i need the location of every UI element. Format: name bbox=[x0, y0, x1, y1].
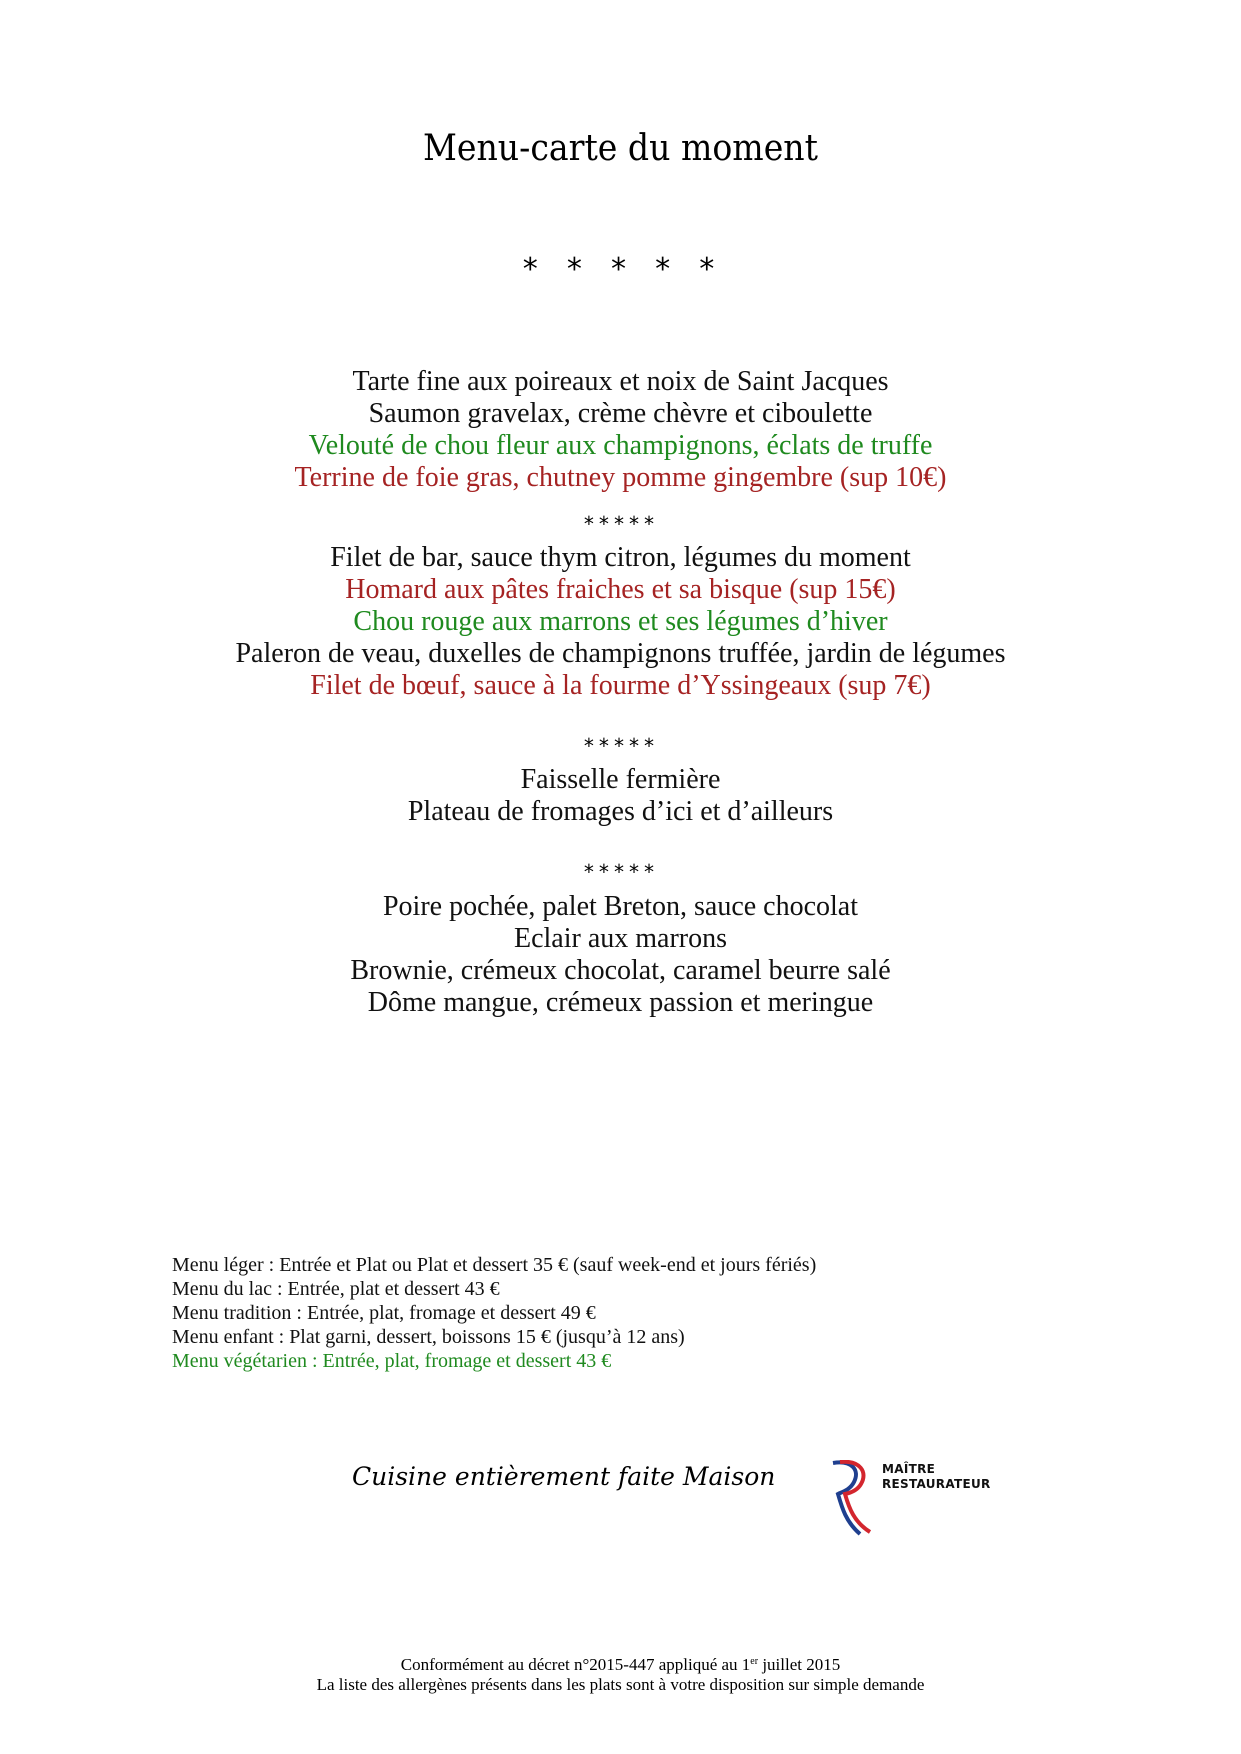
maitre-restaurateur-logo bbox=[830, 1460, 1010, 1540]
menu-item: Plateau de fromages d’ici et d’ailleurs bbox=[407, 796, 834, 827]
decree-sup: er bbox=[750, 1656, 759, 1667]
menu-item: Saumon gravelax, crème chèvre et ciboulette bbox=[368, 398, 873, 429]
separator-entrees-plats: ***** bbox=[582, 512, 659, 536]
formula-item: Menu enfant : Plat garni, dessert, boissons 15 € (jusqu’à 12 ans) bbox=[172, 1326, 685, 1348]
logo-text-maitre: MAÎTRE bbox=[882, 1462, 936, 1476]
legal-footer bbox=[0, 1652, 1241, 1695]
formula-item: Menu végétarien : Entrée, plat, fromage et dessert 43 € bbox=[172, 1350, 612, 1372]
menu-item: Dôme mangue, crémeux passion et meringue bbox=[367, 987, 874, 1018]
separator-plats-fromages: ***** bbox=[582, 734, 659, 758]
menu-item: Faisselle fermière bbox=[520, 764, 721, 795]
menu-item: Filet de bœuf, sauce à la fourme d’Yssingeaux (sup 7€) bbox=[310, 670, 931, 701]
maitre-restaurateur-r-logo-icon bbox=[830, 1460, 880, 1540]
formulas-list bbox=[172, 1253, 816, 1373]
menu-item: Chou rouge aux marrons et ses légumes d’hiver bbox=[353, 606, 888, 637]
separator-top: * * * * * bbox=[521, 252, 720, 287]
plats-section bbox=[0, 542, 1241, 702]
menu-item: Eclair aux marrons bbox=[513, 923, 728, 954]
fromages-section bbox=[0, 764, 1241, 828]
allergens-notice: La liste des allergènes présents dans les plats sont à votre disposition sur simple demande bbox=[316, 1675, 925, 1694]
desserts-section bbox=[0, 891, 1241, 1019]
menu-item: Velouté de chou fleur aux champignons, éclats de truffe bbox=[308, 430, 933, 461]
menu-item: Filet de bar, sauce thym citron, légumes du moment bbox=[330, 542, 911, 573]
decree-text: Conformément au décret n°2015-447 appliqué au 1 bbox=[400, 1655, 751, 1674]
formula-item: Menu léger : Entrée et Plat ou Plat et dessert 35 € (sauf week-end et jours fériés) bbox=[172, 1254, 817, 1276]
homemade-statement: Cuisine entièrement faite Maison bbox=[352, 1462, 776, 1491]
formula-item: Menu tradition : Entrée, plat, fromage et dessert 49 € bbox=[172, 1302, 596, 1324]
menu-item: Brownie, crémeux chocolat, caramel beurre salé bbox=[350, 955, 891, 986]
decree-date: juillet 2015 bbox=[758, 1655, 841, 1674]
logo-text-restaurateur: RESTAURATEUR bbox=[882, 1477, 991, 1491]
formula-item: Menu du lac : Entrée, plat et dessert 43 € bbox=[172, 1278, 500, 1300]
page-title: Menu-carte du moment bbox=[422, 128, 818, 169]
menu-item: Paleron de veau, duxelles de champignons truffée, jardin de légumes bbox=[235, 638, 1006, 669]
menu-item: Terrine de foie gras, chutney pomme gingembre (sup 10€) bbox=[294, 462, 947, 493]
menu-item: Poire pochée, palet Breton, sauce chocolat bbox=[382, 891, 859, 922]
entrees-section bbox=[0, 366, 1241, 494]
separator-fromages-desserts: ***** bbox=[582, 860, 659, 884]
menu-item: Homard aux pâtes fraiches et sa bisque (sup 15€) bbox=[345, 574, 896, 605]
decree-notice bbox=[0, 1652, 1241, 1675]
menu-item: Tarte fine aux poireaux et noix de Saint Jacques bbox=[352, 366, 889, 397]
